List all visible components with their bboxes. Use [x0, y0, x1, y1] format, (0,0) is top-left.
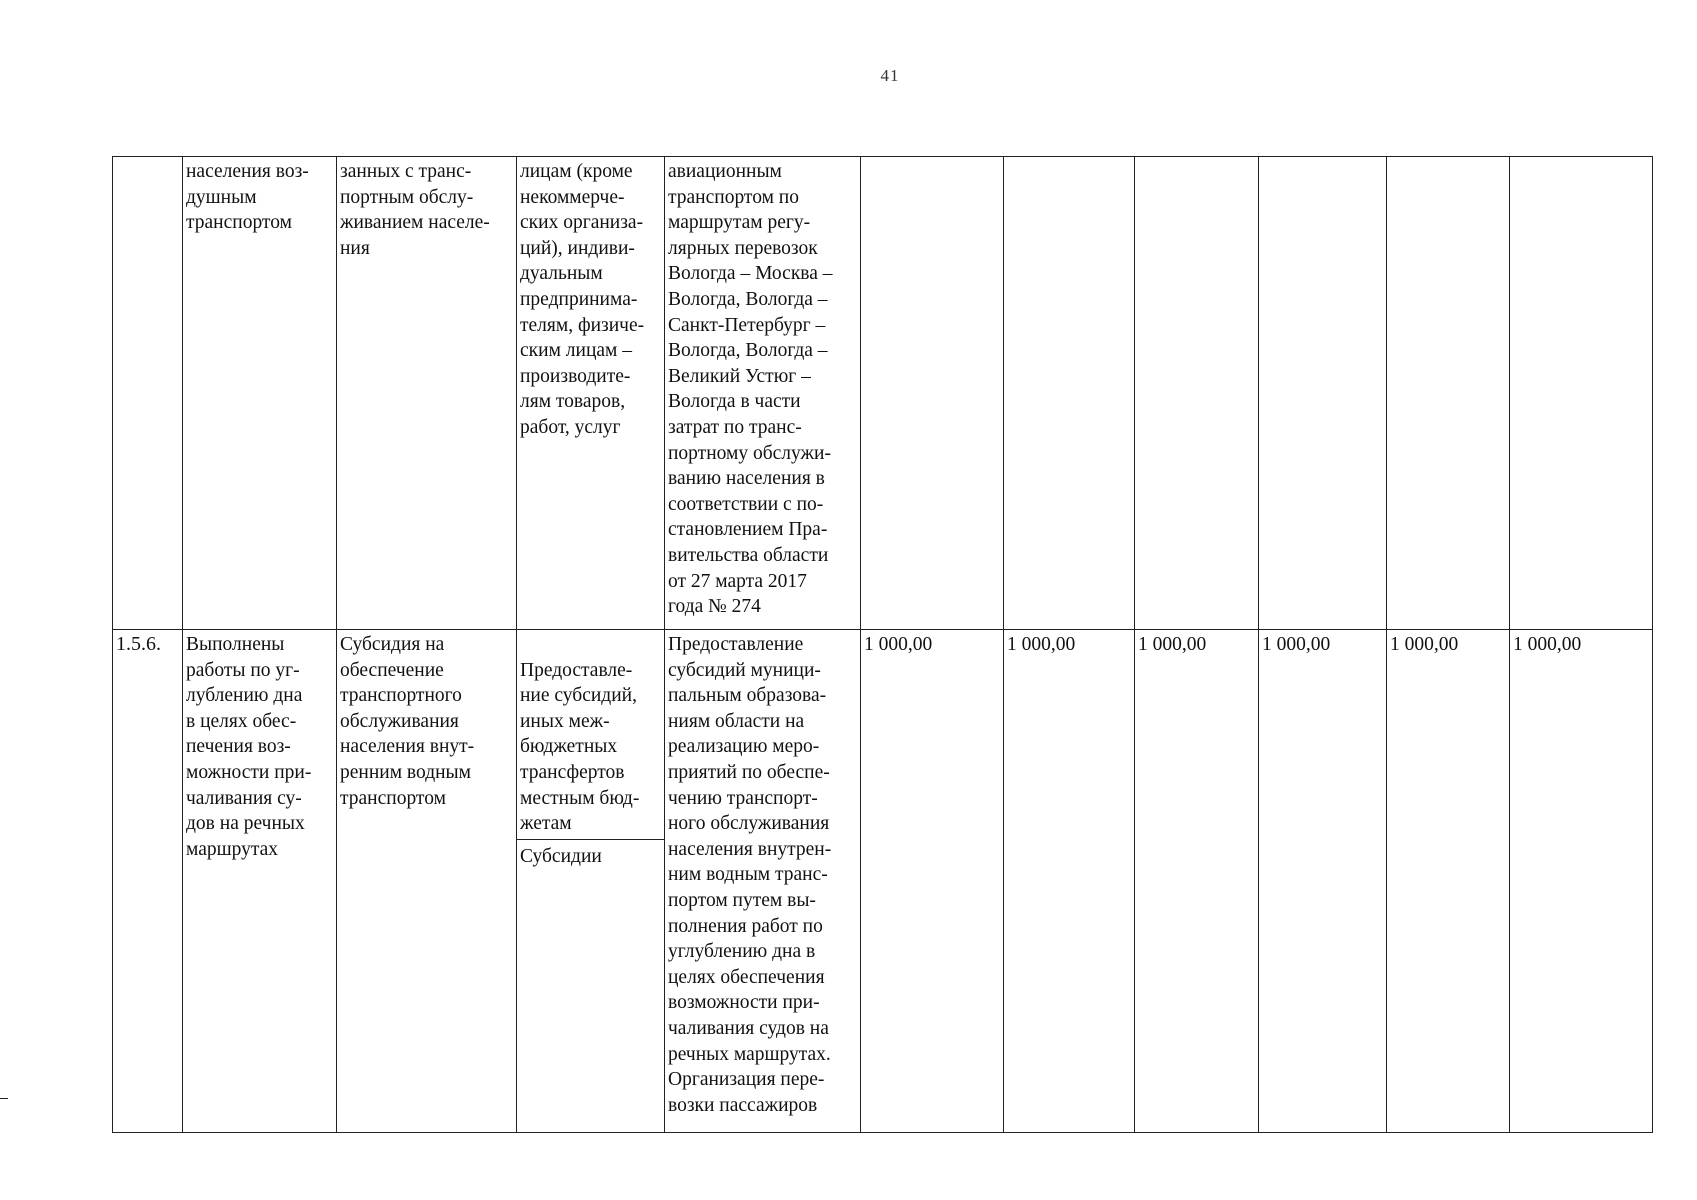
- margin-mark: [0, 1098, 8, 1099]
- cell-value: 1 000,00: [1387, 630, 1510, 1133]
- cell-value: [1004, 157, 1135, 630]
- cell-description: авиационным транспортом по маршрутам регу- лярных перевозок Вологда – Москва – Вологда, Вологда – Санкт-Петербург – Вологда, Вологда – Великий Устюг – Вологда в части затрат по транс- портному обслужи- ванию населения в соответствии с по- становлением Пра- вительства области от 27 марта 2017 года № 274: [665, 157, 861, 630]
- cell-value: [1510, 157, 1653, 630]
- cell-event: занных с транс- портным обслу- живанием населе- ния: [337, 157, 517, 630]
- cell-value: 1 000,00: [861, 630, 1004, 1133]
- cell-result: Выполнены работы по уг- лублению дна в целях обес- печения воз- можности при- чаливания су- дов на речных маршрутах: [183, 630, 337, 1133]
- cell-type: лицам (кроме некоммерче- ских организа- ций), индиви- дуальным предпринима- телям, физиче- ским лицам – производите- лям товаров, работ, услуг: [517, 157, 665, 630]
- cell-type: [517, 630, 665, 1133]
- cell-value: 1 000,00: [1135, 630, 1259, 1133]
- table-row: [113, 630, 1653, 1133]
- cell-number: [113, 157, 183, 630]
- program-table: [112, 156, 1653, 1133]
- cell-value: [1259, 157, 1387, 630]
- cell-value: 1 000,00: [1510, 630, 1653, 1133]
- cell-description: Предоставление субсидий муници- пальным образова- ниям области на реализацию меро- приятий по обеспе- чению транспорт- ного обслуживания населения внутрен- ним водным транс- портом путем вы- полнения работ по углублению дна в целях обеспечения возможности при- чаливания судов на речных маршрутах. Организация пере- возки пассажиров: [665, 630, 861, 1133]
- cell-event: Субсидия на обеспечение транспортного обслуживания населения внут- ренним водным транспортом: [337, 630, 517, 1133]
- cell-value: 1 000,00: [1259, 630, 1387, 1133]
- cell-value: 1 000,00: [1004, 630, 1135, 1133]
- cell-value: [1135, 157, 1259, 630]
- cell-value: [861, 157, 1004, 630]
- cell-type-top: Предоставле- ние субсидий, иных меж- бюджетных трансфертов местным бюд- жетам: [517, 656, 664, 840]
- page-number: 41: [880, 66, 900, 85]
- cell-type-bottom: Субсидии: [520, 845, 602, 867]
- cell-number: 1.5.6.: [113, 630, 183, 1133]
- cell-value: [1387, 157, 1510, 630]
- cell-result: населения воз- душным транспортом: [183, 157, 337, 630]
- table-row: [113, 157, 1653, 630]
